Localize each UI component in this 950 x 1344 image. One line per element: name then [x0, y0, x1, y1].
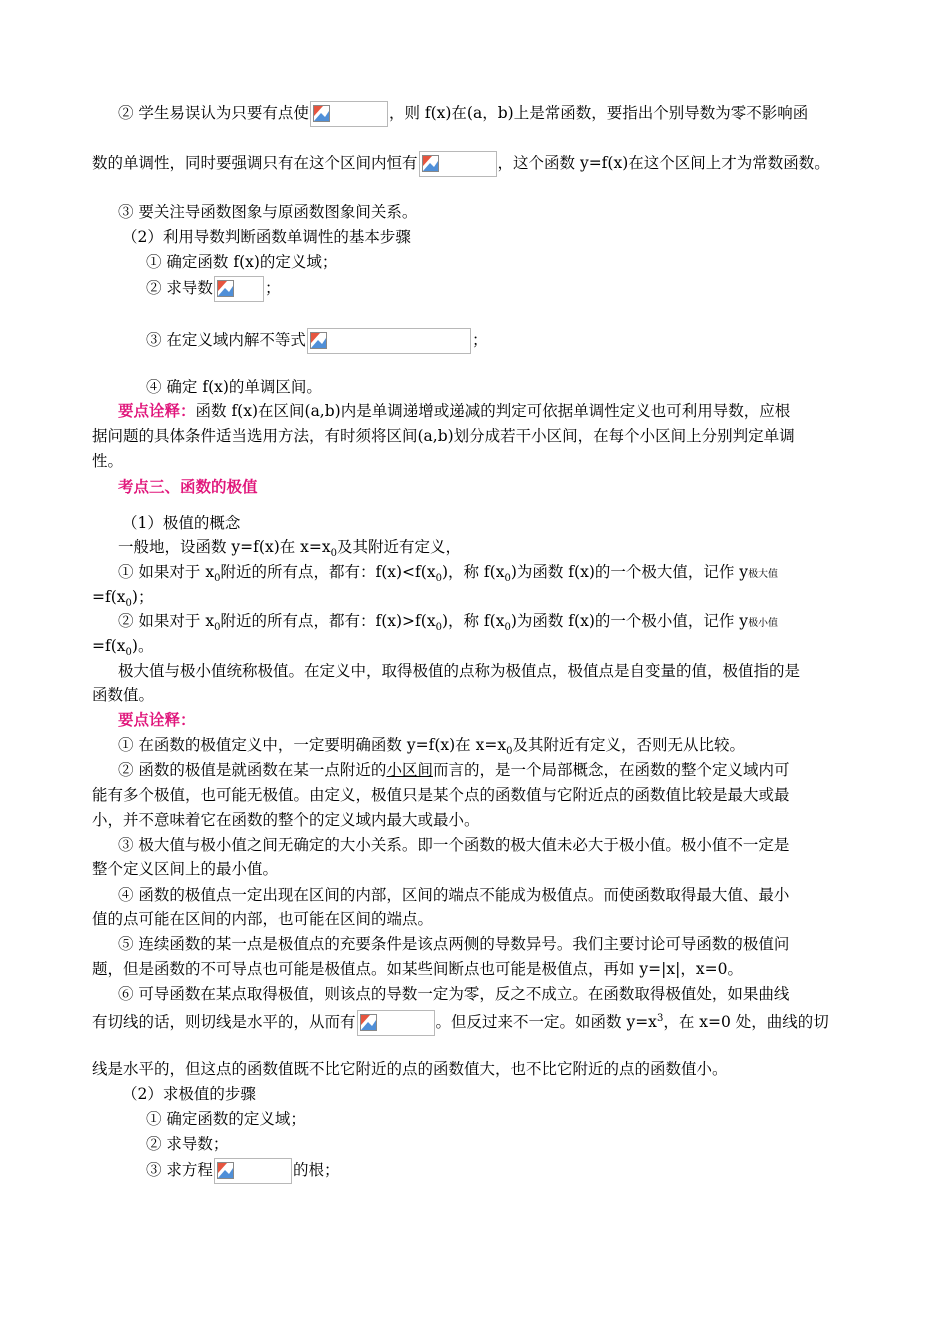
broken-image-icon: [217, 1162, 234, 1179]
note-label: 要点诠释：: [118, 401, 196, 420]
note-line: 小，并不意味着它在函数的整个的定义域内最大或最小。: [92, 811, 480, 829]
note-line: ① 在函数的极值定义中，一定要明确函数 y=f(x)在 $x=x_0$及其附近有定义，否则无从比较。: [118, 736, 745, 758]
note-line: 能有多个极值，也可能无极值。由定义，极值只是某个点的函数值与它附近点的函数值比较是最大或最: [92, 786, 790, 804]
formula-image: [307, 328, 471, 354]
note-line: 有切线的话，则切线是水平的，从而有 。但反过来不一定。如函数 $y=x^3$，在 x=0 处，曲线的切: [92, 1008, 829, 1036]
note-line: ⑤ 连续函数的某一点是极值点的充要条件是该点两侧的导数异号。我们主要讨论可导函数的极值问: [118, 935, 790, 953]
paragraph-line: ① 如果对于 $x_0$附近的所有点，都有：$f(x)<f(x_0)$，称 $f(x_0)$为函数 f(x)的一个极大值，记作 y极大值: [118, 563, 779, 585]
section-subtitle: （1）极值的概念: [122, 514, 241, 532]
note-line: 题，但是函数的不可导点也可能是极值点。如某些间断点也可能是极值点，再如 y=|x|，x=0。: [92, 960, 743, 978]
formula-image: [310, 101, 388, 127]
section-heading: 考点三、函数的极值: [118, 477, 258, 496]
note-line: 线是水平的，但这点的函数值既不比它附近的点的函数值大，也不比它附近的点的函数值小。: [92, 1060, 728, 1078]
line-s1-2: 数的单调性，同时要强调只有在这个区间内恒有 ，这个函数 y=f(x)在这个区间上才为常数函数。: [92, 151, 830, 177]
note-line: ② 函数的极值是就函数在某一点附近的小区间而言的，是一个局部概念，在函数的整个定义域内可: [118, 761, 790, 779]
paragraph-line: $=f(x_0)$；: [92, 588, 154, 610]
section-title: （2）利用导数判断函数单调性的基本步骤: [122, 228, 411, 246]
note-line: 值的点可能在区间的内部，也可能在区间的端点。: [92, 910, 434, 928]
paragraph-line: ② 如果对于 $x_0$附近的所有点，都有：$f(x)>f(x_0)$，称 $f(x_0)$为函数 f(x)的一个极小值，记作 y极小值: [118, 612, 779, 634]
note-line: 要点诠释：函数 f(x)在区间(a,b)内是单调递增或递减的判定可依据单调性定义也可利用导数，应根: [118, 401, 791, 420]
broken-image-icon: [360, 1014, 377, 1031]
formula-image: [214, 276, 264, 302]
broken-image-icon: [217, 280, 234, 297]
note-line: ④ 函数的极值点一定出现在区间的内部，区间的端点不能成为极值点。而使函数取得最大值、最小: [118, 886, 790, 904]
formula-image: [419, 151, 497, 177]
formula-image: [214, 1158, 292, 1184]
note-line: ③ 极大值与极小值之间无确定的大小关系。即一个函数的极大值未必大于极小值。极小值不一定是: [118, 836, 790, 854]
broken-image-icon: [310, 332, 327, 349]
line-s1-3: ③ 要关注导函数图象与原函数图象间关系。: [118, 203, 418, 221]
section-title: （2）求极值的步骤: [122, 1085, 256, 1103]
paragraph-line: 极大值与极小值统称极值。在定义中，取得极值的点称为极值点，极值点是自变量的值，极值指的是: [118, 662, 801, 680]
line-s1-1: ② 学生易误认为只要有点使 ，则 f(x)在(a，b)上是常函数，要指出个别导数为零不影响函: [118, 101, 808, 127]
step-item: ② 求导数；: [146, 1135, 229, 1153]
step-item: ③ 在定义域内解不等式 ；: [146, 328, 487, 354]
note-line: 整个定义区间上的最小值。: [92, 860, 279, 878]
paragraph-line: 函数值。: [92, 686, 155, 704]
broken-image-icon: [422, 155, 439, 172]
formula-image: [357, 1010, 435, 1036]
step-item: ② 求导数 ；: [146, 276, 280, 302]
broken-image-icon: [313, 105, 330, 122]
note-line: 据问题的具体条件适当选用方法，有时须将区间(a,b)划分成若干小区间，在每个小区间上分别判定单调: [92, 427, 795, 445]
paragraph-line: 一般地，设函数 y=f(x)在 $x=x_0$及其附近有定义，: [118, 538, 462, 560]
step-item: ④ 确定 f(x)的单调区间。: [146, 378, 322, 396]
step-item: ① 确定函数的定义域；: [146, 1110, 306, 1128]
step-item: ③ 求方程 的根；: [146, 1158, 339, 1184]
note-line: 性。: [92, 452, 124, 470]
note-line: ⑥ 可导函数在某点取得极值，则该点的导数一定为零，反之不成立。在函数取得极值处，如果曲线: [118, 985, 790, 1003]
paragraph-line: $=f(x_0)$。: [92, 637, 154, 659]
step-item: ① 确定函数 f(x)的定义域；: [146, 253, 338, 271]
note-label: 要点诠释：: [118, 710, 196, 729]
